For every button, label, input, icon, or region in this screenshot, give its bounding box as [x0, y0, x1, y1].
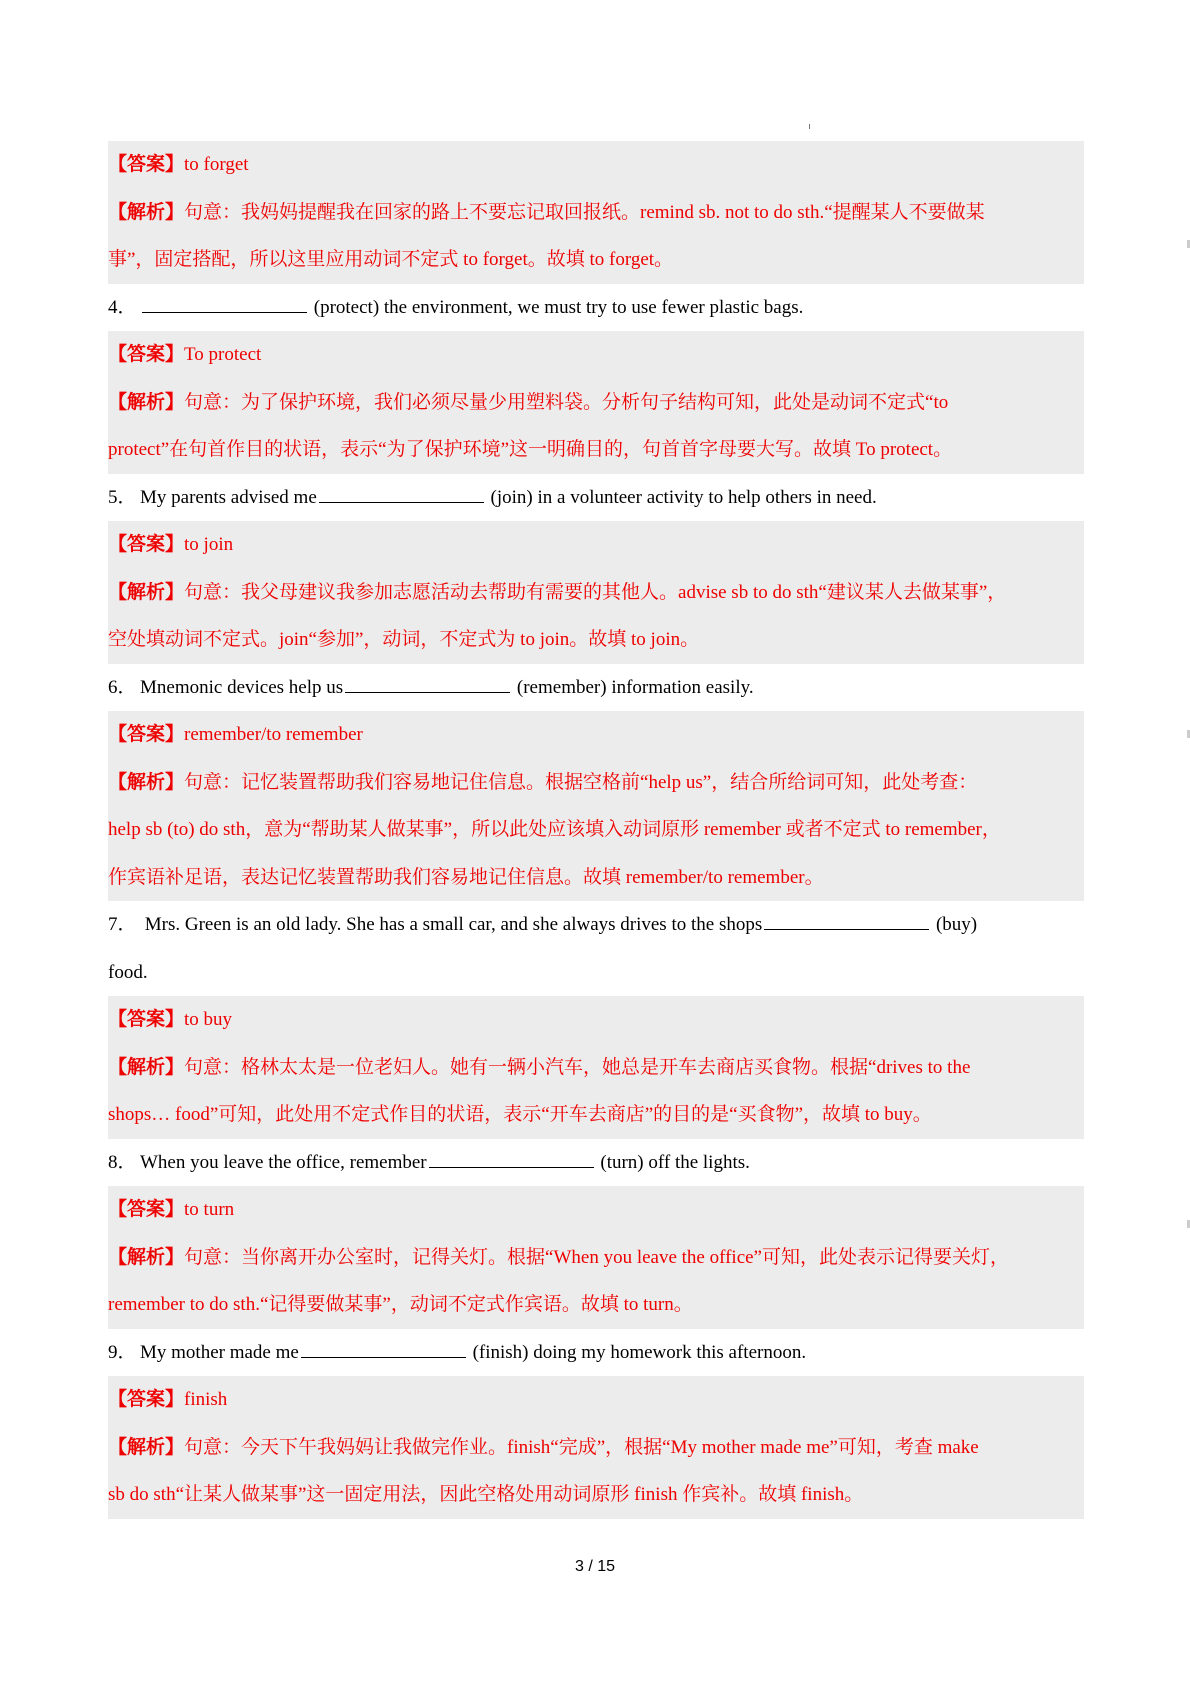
question-line [108, 474, 1084, 522]
answer-block [108, 1186, 1084, 1329]
analysis-text: sb do sth“让某人做某事”这一固定用法，因此空格处用动词原形 finish 作宾补。故填 finish。 [108, 1484, 864, 1505]
analysis-text: protect”在句首作目的状语，表示“为了保护环境”这一明确目的，句首首字母要大写。故填 To protect。 [108, 439, 953, 460]
analysis-line [108, 1471, 1084, 1519]
analysis-text: shops… food”可知，此处用不定式作目的状语，表示“开车去商店”的目的是“买食物”，故填 to buy。 [108, 1104, 932, 1125]
analysis-line [108, 379, 1084, 427]
question-text-after: (join) in a volunteer activity to help others in need. [490, 486, 877, 508]
answer-block [108, 141, 1084, 284]
answer-text: finish [184, 1389, 228, 1410]
question-line [108, 284, 1084, 332]
answer-block [108, 711, 1084, 901]
question-text-after: (remember) information easily. [516, 676, 754, 698]
answer-label: 【答案】 [108, 534, 185, 555]
answer-blank [142, 311, 307, 313]
question-number: 6． [108, 676, 137, 698]
page-content [108, 141, 1084, 1519]
answer-blank [764, 928, 929, 930]
analysis-text: 空处填动词不定式。join“参加”，动词，不定式为 to join。故填 to join。 [108, 629, 700, 650]
answer-block [108, 996, 1084, 1139]
question-text-after: (finish) doing my homework this afternoon. [472, 1341, 807, 1363]
answer-label: 【答案】 [108, 1009, 185, 1030]
question-line [108, 1329, 1084, 1377]
question-text-continued: food. [108, 961, 148, 983]
analysis-text: 句意：记忆装置帮助我们容易地记住信息。根据空格前“help us”，结合所给词可知，此处考查： [184, 771, 978, 793]
analysis-text: 句意：格林太太是一位老妇人。她有一辆小汽车，她总是开车去商店买食物。根据“drives to the [184, 1056, 971, 1078]
question-number: 8． [108, 1151, 137, 1173]
question-line-continued [108, 949, 1084, 997]
analysis-text: 句意：为了保护环境，我们必须尽量少用塑料袋。分析句子结构可知，此处是动词不定式“to [184, 391, 949, 413]
answer-label: 【答案】 [108, 344, 185, 365]
analysis-text: 句意：今天下午我妈妈让我做完作业。finish“完成”，根据“My mother made me”可知，考查 make [184, 1436, 979, 1458]
answer-line [108, 1376, 1084, 1424]
analysis-line [108, 189, 1084, 237]
answer-line [108, 331, 1084, 379]
answer-text: to buy [184, 1009, 233, 1030]
answer-line [108, 521, 1084, 569]
analysis-text: help sb (to) do sth，意为“帮助某人做某事”，所以此处应该填入动词原形 remember 或者不定式 to remember， [108, 819, 1001, 840]
analysis-line [108, 236, 1084, 284]
analysis-label: 【解析】 [108, 771, 185, 793]
question-text-before: When you leave the office, remember [140, 1151, 427, 1173]
question-number: 7． [108, 914, 137, 935]
answer-text: remember/to remember [184, 724, 363, 745]
answer-block [108, 331, 1084, 474]
analysis-text: 作宾语补足语，表达记忆装置帮助我们容易地记住信息。故填 remember/to remember。 [108, 866, 824, 888]
answer-block [108, 1376, 1084, 1519]
analysis-line [108, 1044, 1084, 1092]
analysis-text: 句意：当你离开办公室时，记得关灯。根据“When you leave the office”可知，此处表示记得要关灯， [184, 1246, 1009, 1268]
analysis-line [108, 1281, 1084, 1329]
question-text-after: (buy) [935, 914, 978, 935]
question-line [108, 901, 1084, 949]
analysis-line [108, 426, 1084, 474]
question-line [108, 1139, 1084, 1187]
answer-label: 【答案】 [108, 154, 185, 175]
answer-text: to join [184, 534, 234, 555]
answer-line [108, 141, 1084, 189]
analysis-label: 【解析】 [108, 581, 185, 603]
question-text-before: Mrs. Green is an old lady. She has a small car, and she always drives to the shops [140, 914, 763, 935]
answer-text: to turn [184, 1199, 235, 1220]
analysis-label: 【解析】 [108, 201, 185, 223]
answer-blank [429, 1166, 594, 1168]
answer-blank [319, 501, 484, 503]
analysis-label: 【解析】 [108, 391, 185, 413]
analysis-line [108, 1091, 1084, 1139]
analysis-line [108, 759, 1084, 807]
answer-blank [301, 1356, 466, 1358]
question-number: 5． [108, 486, 137, 508]
answer-label: 【答案】 [108, 1199, 185, 1220]
answer-text: to forget [184, 154, 249, 175]
analysis-text: 句意：我妈妈提醒我在回家的路上不要忘记取回报纸。remind sb. not to do sth.“提醒某人不要做某 [184, 201, 985, 223]
question-number: 4． [108, 296, 137, 318]
question-text-after: (turn) off the lights. [600, 1151, 750, 1173]
header-tick-mark [809, 124, 810, 129]
answer-line [108, 711, 1084, 759]
answer-label: 【答案】 [108, 1389, 185, 1410]
question-text-before: My mother made me [140, 1341, 299, 1363]
answer-line [108, 1186, 1084, 1234]
analysis-line [108, 1424, 1084, 1472]
question-line [108, 664, 1084, 712]
analysis-text: remember to do sth.“记得要做某事”，动词不定式作宾语。故填 to turn。 [108, 1294, 693, 1315]
analysis-text: 事”，固定搭配，所以这里应用动词不定式 to forget。故填 to forget。 [108, 249, 674, 270]
analysis-label: 【解析】 [108, 1056, 185, 1078]
answer-blank [345, 691, 510, 693]
analysis-label: 【解析】 [108, 1436, 185, 1458]
analysis-line [108, 854, 1084, 902]
page-number: 3 / 15 [574, 1558, 616, 1575]
answer-block [108, 521, 1084, 664]
analysis-line [108, 616, 1084, 664]
question-number: 9． [108, 1341, 137, 1363]
question-text-before: My parents advised me [140, 486, 317, 508]
answer-text: To protect [184, 344, 262, 365]
analysis-line [108, 569, 1084, 617]
analysis-label: 【解析】 [108, 1246, 185, 1268]
analysis-text: 句意：我父母建议我参加志愿活动去帮助有需要的其他人。advise sb to do sth“建议某人去做某事”， [184, 581, 1007, 603]
question-text-after: (protect) the environment, we must try to use fewer plastic bags. [313, 296, 804, 318]
question-text-before: Mnemonic devices help us [140, 676, 344, 698]
answer-line [108, 996, 1084, 1044]
analysis-line [108, 1234, 1084, 1282]
answer-label: 【答案】 [108, 724, 185, 745]
analysis-line [108, 806, 1084, 854]
